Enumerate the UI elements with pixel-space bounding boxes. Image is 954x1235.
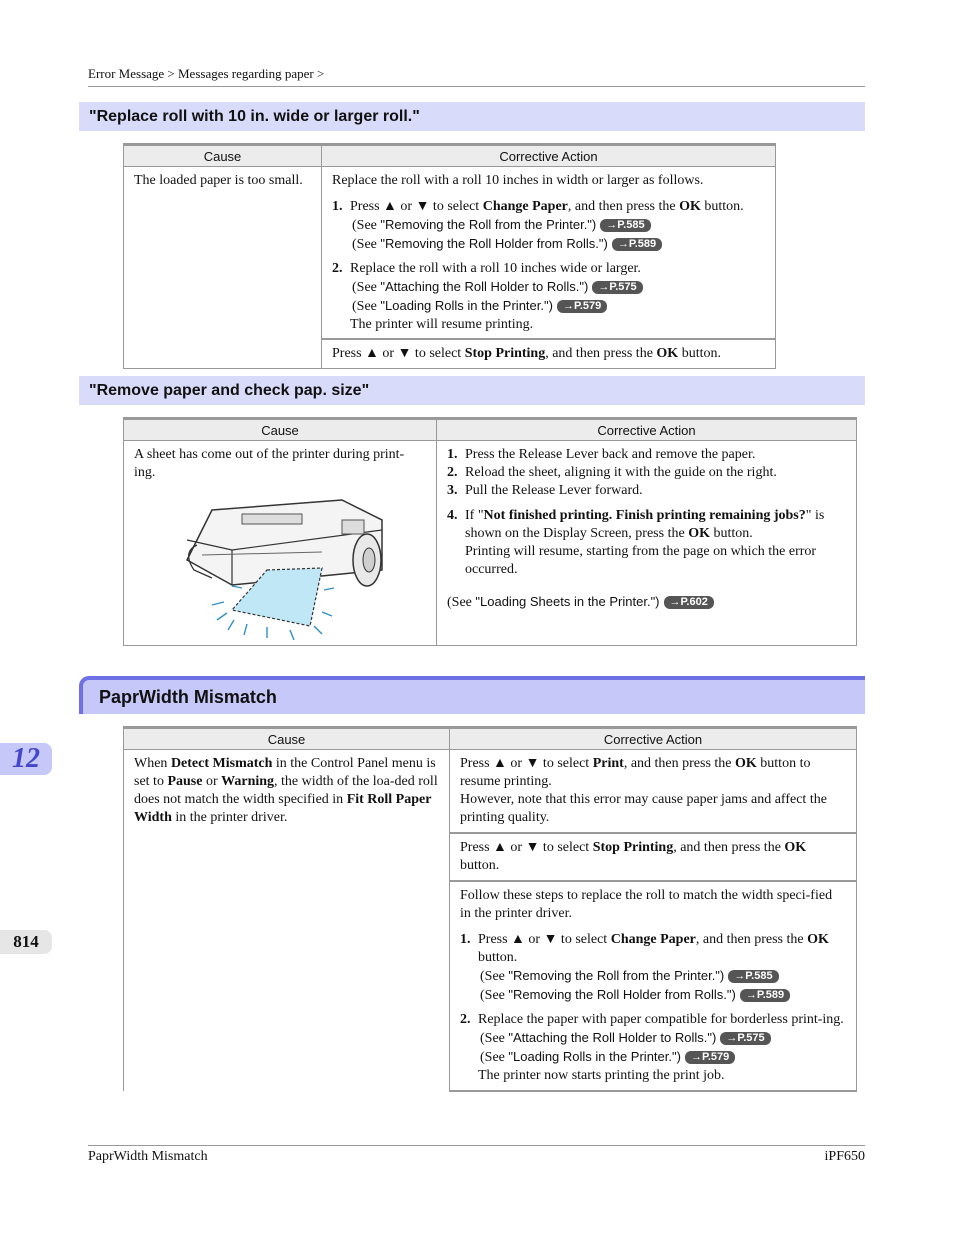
page-badge[interactable]: →P.575 [720,1032,770,1045]
see-text: (See [480,969,509,984]
note-text: However, note that this error may cause paper jams and affect the printing quality. [460,792,827,825]
footer-section-name: PaprWidth Mismatch [88,1149,208,1164]
driver-option: Fit Roll Paper Width [134,792,432,825]
reference-title: "Removing the Roll from the Printer.") [380,217,597,232]
cause-text: in the Control Panel menu is set to [134,756,436,789]
step-number: 1. [460,932,471,947]
breadcrumb: Error Message > Messages regarding paper > [88,66,325,81]
see-text: (See [480,988,509,1003]
step-text: , and then press the [623,756,736,771]
step-text: , and then press the [545,346,657,361]
cause-cell [124,441,437,646]
reference-link[interactable] [350,297,765,316]
header-action: Corrective Action [437,419,857,441]
cause-text: When [134,756,171,771]
footer-rule [88,1145,865,1146]
step-text: Reload the sheet, aligning it with the guide on the right. [465,465,777,480]
step-text: , and then press the [567,199,680,214]
page-badge[interactable]: →P.575 [592,281,642,294]
section-title-replace-roll: "Replace roll with 10 in. wide or larger roll." [79,102,865,131]
reference-link[interactable] [350,216,765,235]
page-badge[interactable]: →P.602 [664,596,714,609]
step-result: Printing will resume, starting from the page on which the error occurred. [465,544,817,577]
action-cell-stop [322,339,776,369]
step-result: The printer now starts printing the print job. [478,1068,725,1083]
step-number: 2. [447,465,458,480]
menu-option: Warning [221,774,275,789]
menu-option: Pause [167,774,203,789]
action-cell [322,167,776,340]
reference-title: "Removing the Roll Holder from Rolls.") [508,987,736,1002]
list-item [332,260,765,334]
cause-text: , the width of the loa-ded roll does not match the width specified in [134,774,438,807]
menu-option: Print [592,756,624,771]
cause-text: in the printer driver. [171,810,288,825]
step-number: 3. [447,483,458,498]
reference-link[interactable] [478,1048,846,1067]
step-list [447,446,846,579]
menu-option: Change Paper [482,199,568,214]
action-intro: Follow these steps to replace the roll to match the width speci-fied in the printer driver. [460,888,833,921]
menu-option: Stop Printing [464,346,546,361]
see-text: (See [447,595,476,610]
page-badge[interactable]: →P.585 [600,219,650,232]
header-cause: Cause [124,728,450,750]
step-text: If " [465,508,484,523]
ok-label: OK [784,840,807,855]
step-text: button. [700,199,744,214]
printer-illustration [172,490,402,640]
ok-label: OK [807,932,829,947]
see-text: (See [352,280,381,295]
list-item [460,1011,846,1085]
see-text: (See [480,1031,509,1046]
step-text: Press ▲ or ▼ to select [460,840,593,855]
cause-cell [124,167,322,369]
section-title-paprwidth-mismatch: PaprWidth Mismatch [79,676,865,714]
page-badge[interactable]: →P.579 [685,1051,735,1064]
step-text: , and then press the [673,840,785,855]
section-title-remove-paper: "Remove paper and check pap. size" [79,376,865,405]
page-badge[interactable]: →P.589 [612,238,662,251]
list-item [460,931,846,1005]
reference-title: "Attaching the Roll Holder to Rolls.") [380,279,589,294]
step-list [460,931,846,1085]
page-badge[interactable]: →P.579 [557,300,607,313]
reference-link[interactable] [447,593,846,612]
step-number: 4. [447,508,458,523]
page-badge[interactable]: →P.589 [740,989,790,1002]
step-list [332,198,765,334]
page-number-tab: 814 [0,930,52,954]
chapter-tab[interactable]: 12 [0,743,52,775]
see-text: (See [352,299,381,314]
ok-label: OK [688,526,710,541]
step-text: Press the Release Lever back and remove the paper. [465,447,756,462]
step-number: 2. [332,261,343,276]
reference-link[interactable] [350,278,765,297]
reference-title: "Loading Sheets in the Printer.") [475,594,660,609]
step-text: " is shown on the Display Screen, press the [465,508,825,541]
reference-link[interactable] [350,235,765,254]
step-text: , and then press the [695,932,808,947]
ok-label: OK [679,199,701,214]
step-number: 1. [332,199,343,214]
cause-text: The loaded paper is too small. [134,173,303,188]
step-text: Press ▲ or ▼ to select [350,199,483,214]
header-cause: Cause [124,145,322,167]
reference-title: "Loading Rolls in the Printer.") [380,298,553,313]
header-action: Corrective Action [450,728,857,750]
see-text: (See [352,237,381,252]
cause-cell [124,750,450,1092]
list-item [447,482,846,500]
see-text: (See [480,1050,509,1065]
header-rule [88,86,865,87]
step-text: Press ▲ or ▼ to select [460,756,593,771]
header-action: Corrective Action [322,145,776,167]
ok-label: OK [656,346,679,361]
action-cell [437,441,857,646]
step-text: Pull the Release Lever forward. [465,483,643,498]
menu-option: Detect Mismatch [170,756,273,771]
step-text: button. [709,526,753,541]
reference-link[interactable] [478,1029,846,1048]
step-text: button to resume printing. [460,756,811,789]
action-intro: Replace the roll with a roll 10 inches in width or larger as follows. [332,173,704,188]
reference-title: "Removing the Roll from the Printer.") [508,968,725,983]
step-text: Replace the paper with paper compatible for borderless print-ing. [478,1012,844,1027]
reference-title: "Loading Rolls in the Printer.") [508,1049,681,1064]
menu-option: Stop Printing [592,840,674,855]
reference-link[interactable] [478,986,846,1005]
ok-label: OK [735,756,757,771]
step-result: The printer will resume printing. [350,317,534,332]
action-cell-print [450,750,857,834]
step-text: button. [678,346,721,361]
see-text: (See [352,218,381,233]
reference-link[interactable] [478,967,846,986]
action-cell-stop [450,833,857,881]
list-item [447,507,846,579]
step-text: button. [460,858,500,873]
page-badge[interactable]: →P.585 [728,970,778,983]
step-number: 1. [447,447,458,462]
display-message: Not finished printing. Finish printing remaining jobs? [483,508,806,523]
step-text: Replace the roll with a roll 10 inches wide or larger. [350,261,641,276]
menu-option: Change Paper [610,932,696,947]
reference-title: "Removing the Roll Holder from Rolls.") [380,236,608,251]
cause-text: A sheet has come out of the printer during print-ing. [134,447,405,480]
step-text: button. [478,950,518,965]
table-paprwidth-mismatch [123,726,857,1092]
table-replace-roll [123,143,776,369]
table-remove-paper [123,417,857,646]
footer-model: iPF650 [824,1149,865,1164]
header-cause: Cause [124,419,437,441]
step-number: 2. [460,1012,471,1027]
list-item [447,446,846,464]
list-item [447,464,846,482]
list-item [332,198,765,254]
step-text: Press ▲ or ▼ to select [332,346,465,361]
action-cell-change [450,881,857,1091]
cause-text: or [202,774,222,789]
step-text: Press ▲ or ▼ to select [478,932,611,947]
reference-title: "Attaching the Roll Holder to Rolls.") [508,1030,717,1045]
